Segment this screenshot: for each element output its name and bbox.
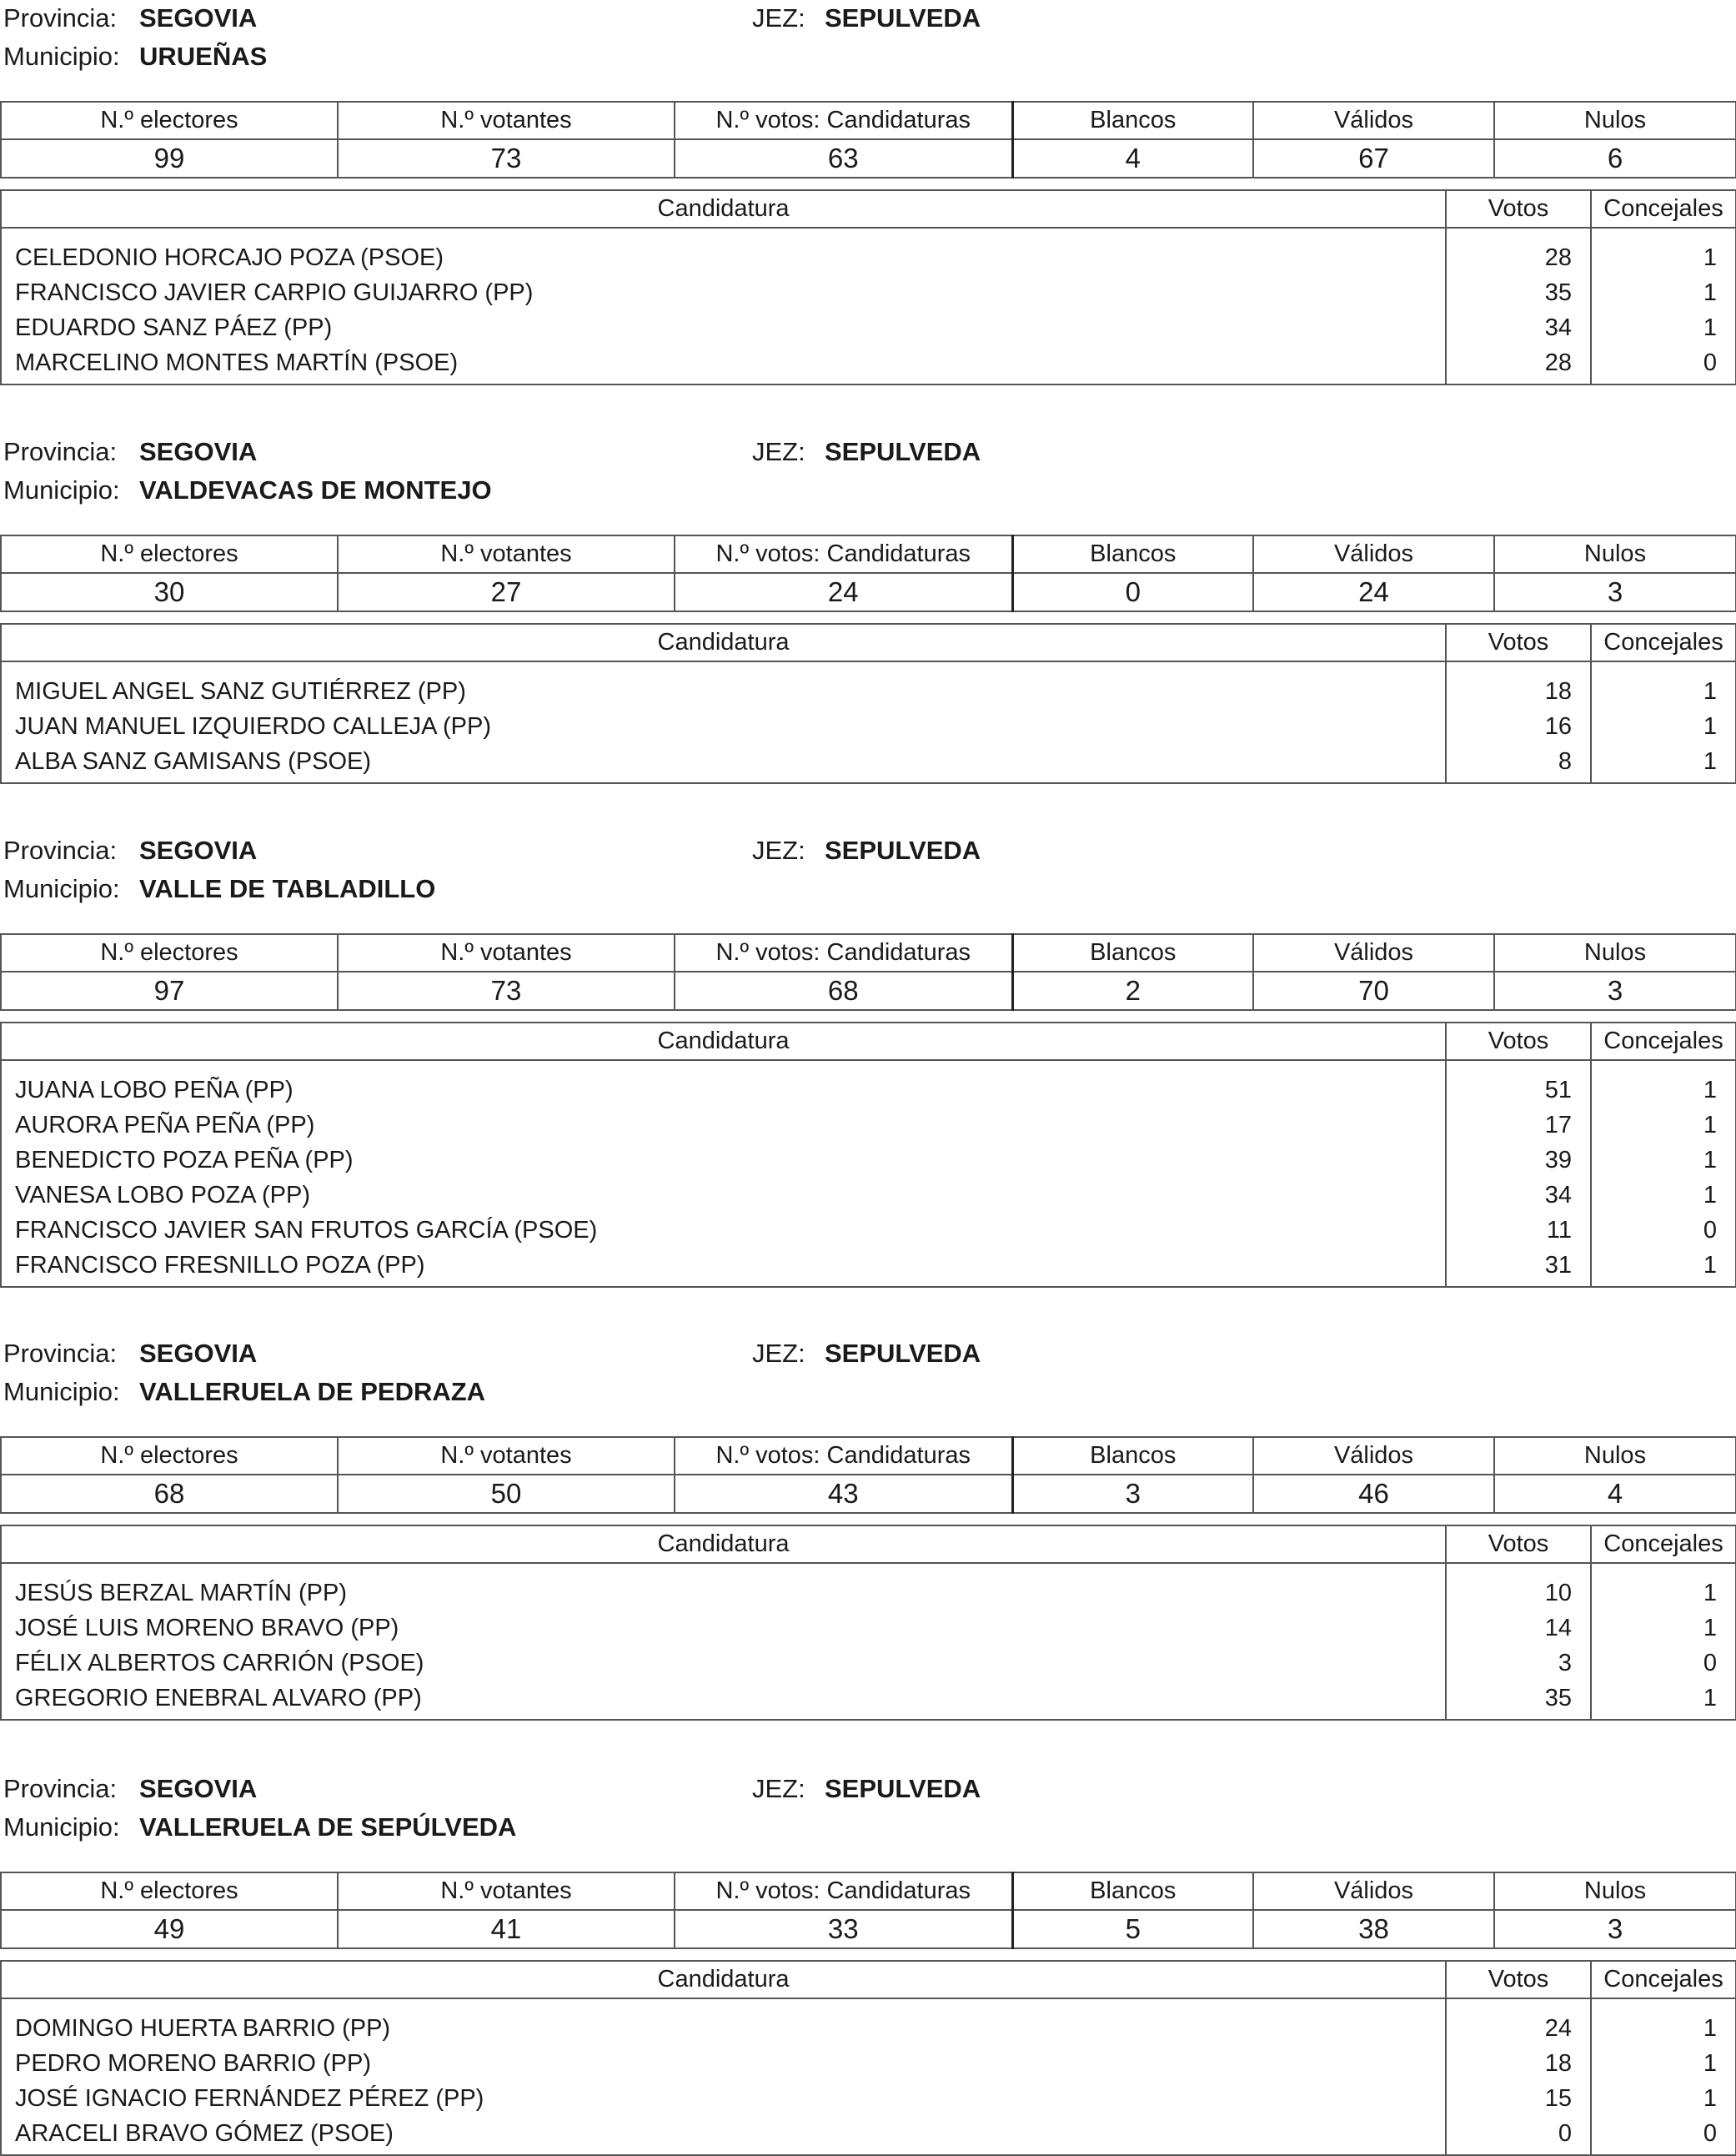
candidate-name: CELEDONIO HORCAJO POZA (PSOE) <box>1 228 1446 275</box>
electores-header: N.º electores <box>1 102 338 139</box>
candidates-header-row <box>1 624 1736 661</box>
concejales-header: Concejales <box>1591 624 1736 661</box>
electores-value: 97 <box>1 972 338 1010</box>
municipio-label: Municipio: <box>3 1812 120 1842</box>
candidate-name: MIGUEL ANGEL SANZ GUTIÉRREZ (PP) <box>1 661 1446 709</box>
candidate-votos: 34 <box>1446 310 1591 345</box>
votantes-header: N.º votantes <box>338 1872 675 1910</box>
jez-value: SEPULVEDA <box>825 1339 981 1368</box>
candidates-table <box>0 623 1736 784</box>
nulos-value: 3 <box>1494 1910 1736 1948</box>
votantes-header: N.º votantes <box>338 535 675 573</box>
candidates-header-row <box>1 1961 1736 1998</box>
candidate-votos: 11 <box>1446 1213 1591 1248</box>
blancos-header: Blancos <box>1012 102 1253 139</box>
blancos-value: 0 <box>1012 573 1253 611</box>
provincia-value: SEGOVIA <box>139 1774 258 1803</box>
candidate-concejales: 1 <box>1591 709 1736 744</box>
candidates-table <box>0 1525 1736 1721</box>
validos-value: 67 <box>1253 139 1494 178</box>
provincia-label: Provincia: <box>3 3 118 33</box>
votos-candidaturas-header: N.º votos: Candidaturas <box>675 934 1012 972</box>
candidate-row <box>1 1563 1736 1611</box>
jez-value: SEPULVEDA <box>825 437 981 466</box>
validos-header: Válidos <box>1253 1437 1494 1475</box>
jez-label: JEZ: <box>752 1339 805 1368</box>
electores-header: N.º electores <box>1 535 338 573</box>
candidate-name: DOMINGO HUERTA BARRIO (PP) <box>1 1998 1446 2046</box>
candidate-row <box>1 1178 1736 1213</box>
candidate-name: BENEDICTO POZA PEÑA (PP) <box>1 1143 1446 1178</box>
candidate-votos: 18 <box>1446 661 1591 709</box>
provincia-value: SEGOVIA <box>139 836 258 865</box>
municipio-label: Municipio: <box>3 1377 120 1406</box>
votos-header: Votos <box>1446 624 1591 661</box>
candidate-name: MARCELINO MONTES MARTÍN (PSOE) <box>1 345 1446 384</box>
candidate-votos: 51 <box>1446 1060 1591 1108</box>
municipio-value: URUEÑAS <box>139 42 268 71</box>
votos-candidaturas-header: N.º votos: Candidaturas <box>675 102 1012 139</box>
candidate-votos: 31 <box>1446 1248 1591 1287</box>
candidate-name: GREGORIO ENEBRAL ALVARO (PP) <box>1 1681 1446 1720</box>
nulos-value: 3 <box>1494 972 1736 1010</box>
candidate-name: FRANCISCO JAVIER CARPIO GUIJARRO (PP) <box>1 275 1446 310</box>
votos-candidaturas-header: N.º votos: Candidaturas <box>675 1437 1012 1475</box>
candidate-name: EDUARDO SANZ PÁEZ (PP) <box>1 310 1446 345</box>
votantes-value: 41 <box>338 1910 675 1948</box>
electores-header: N.º electores <box>1 934 338 972</box>
candidate-votos: 10 <box>1446 1563 1591 1611</box>
votos-header: Votos <box>1446 1023 1591 1060</box>
municipio-label: Municipio: <box>3 475 120 505</box>
candidate-concejales: 1 <box>1591 1178 1736 1213</box>
candidate-row <box>1 709 1736 744</box>
concejales-header: Concejales <box>1591 190 1736 228</box>
candidate-votos: 14 <box>1446 1611 1591 1646</box>
candidate-concejales: 0 <box>1591 2116 1736 2155</box>
candidates-header-row <box>1 190 1736 228</box>
nulos-header: Nulos <box>1494 102 1736 139</box>
nulos-value: 4 <box>1494 1475 1736 1513</box>
candidate-concejales: 1 <box>1591 1998 1736 2046</box>
votos-header: Votos <box>1446 190 1591 228</box>
summary-header-row <box>1 102 1736 139</box>
votos-candidaturas-value: 68 <box>675 972 1012 1010</box>
candidatura-header: Candidatura <box>1 190 1446 228</box>
concejales-header: Concejales <box>1591 1023 1736 1060</box>
municipio-value: VALDEVACAS DE MONTEJO <box>139 475 492 505</box>
candidate-concejales: 0 <box>1591 1213 1736 1248</box>
candidate-concejales: 1 <box>1591 228 1736 275</box>
municipio-value: VALLERUELA DE PEDRAZA <box>139 1377 486 1406</box>
provincia-value: SEGOVIA <box>139 3 258 33</box>
summary-header-row <box>1 1437 1736 1475</box>
validos-value: 70 <box>1253 972 1494 1010</box>
candidate-concejales: 1 <box>1591 1611 1736 1646</box>
validos-value: 46 <box>1253 1475 1494 1513</box>
votos-candidaturas-value: 33 <box>675 1910 1012 1948</box>
votantes-value: 27 <box>338 573 675 611</box>
votos-candidaturas-value: 24 <box>675 573 1012 611</box>
electores-header: N.º electores <box>1 1437 338 1475</box>
jez-label: JEZ: <box>752 1774 805 1803</box>
votantes-value: 73 <box>338 139 675 178</box>
electores-header: N.º electores <box>1 1872 338 1910</box>
candidate-votos: 18 <box>1446 2046 1591 2081</box>
concejales-header: Concejales <box>1591 1525 1736 1563</box>
candidatura-header: Candidatura <box>1 1961 1446 1998</box>
candidate-concejales: 0 <box>1591 1646 1736 1681</box>
nulos-value: 3 <box>1494 573 1736 611</box>
candidate-row <box>1 2081 1736 2116</box>
candidates-header-row <box>1 1525 1736 1563</box>
candidate-votos: 35 <box>1446 1681 1591 1720</box>
candidate-concejales: 1 <box>1591 1248 1736 1287</box>
nulos-header: Nulos <box>1494 1872 1736 1910</box>
candidate-votos: 28 <box>1446 228 1591 275</box>
municipio-label: Municipio: <box>3 874 120 903</box>
candidatura-header: Candidatura <box>1 624 1446 661</box>
municipio-value: VALLE DE TABLADILLO <box>139 874 436 903</box>
candidate-votos: 39 <box>1446 1143 1591 1178</box>
validos-header: Válidos <box>1253 1872 1494 1910</box>
jez-value: SEPULVEDA <box>825 3 981 33</box>
summary-values-row <box>1 972 1736 1010</box>
candidate-name: ALBA SANZ GAMISANS (PSOE) <box>1 744 1446 783</box>
summary-table <box>0 1872 1736 1949</box>
candidate-votos: 35 <box>1446 275 1591 310</box>
summary-table <box>0 535 1736 612</box>
validos-header: Válidos <box>1253 934 1494 972</box>
candidate-name: JOSÉ LUIS MORENO BRAVO (PP) <box>1 1611 1446 1646</box>
candidate-name: FRANCISCO JAVIER SAN FRUTOS GARCÍA (PSOE) <box>1 1213 1446 1248</box>
nulos-header: Nulos <box>1494 1437 1736 1475</box>
candidate-name: JUAN MANUEL IZQUIERDO CALLEJA (PP) <box>1 709 1446 744</box>
summary-header-row <box>1 535 1736 573</box>
validos-value: 24 <box>1253 573 1494 611</box>
candidate-row <box>1 345 1736 384</box>
jez-value: SEPULVEDA <box>825 1774 981 1803</box>
candidate-votos: 16 <box>1446 709 1591 744</box>
candidate-row <box>1 275 1736 310</box>
candidate-row <box>1 1060 1736 1108</box>
candidate-row <box>1 228 1736 275</box>
summary-values-row <box>1 573 1736 611</box>
candidate-name: JOSÉ IGNACIO FERNÁNDEZ PÉREZ (PP) <box>1 2081 1446 2116</box>
validos-value: 38 <box>1253 1910 1494 1948</box>
candidate-row <box>1 1998 1736 2046</box>
votos-candidaturas-value: 63 <box>675 139 1012 178</box>
candidates-table <box>0 1960 1736 2156</box>
jez-value: SEPULVEDA <box>825 836 981 865</box>
candidate-concejales: 1 <box>1591 1108 1736 1143</box>
votos-header: Votos <box>1446 1961 1591 1998</box>
candidates-table <box>0 189 1736 385</box>
blancos-value: 4 <box>1012 139 1253 178</box>
candidate-concejales: 1 <box>1591 310 1736 345</box>
summary-table <box>0 1436 1736 1514</box>
electores-value: 68 <box>1 1475 338 1513</box>
provincia-label: Provincia: <box>3 1774 118 1803</box>
candidate-row <box>1 2046 1736 2081</box>
blancos-header: Blancos <box>1012 934 1253 972</box>
candidate-row <box>1 310 1736 345</box>
votantes-header: N.º votantes <box>338 934 675 972</box>
summary-values-row <box>1 1910 1736 1948</box>
candidate-name: VANESA LOBO POZA (PP) <box>1 1178 1446 1213</box>
candidate-row <box>1 744 1736 783</box>
candidate-votos: 0 <box>1446 2116 1591 2155</box>
votos-header: Votos <box>1446 1525 1591 1563</box>
candidate-votos: 28 <box>1446 345 1591 384</box>
blancos-header: Blancos <box>1012 1872 1253 1910</box>
votos-candidaturas-header: N.º votos: Candidaturas <box>675 1872 1012 1910</box>
candidate-row <box>1 661 1736 709</box>
concejales-header: Concejales <box>1591 1961 1736 1998</box>
jez-label: JEZ: <box>752 836 805 865</box>
candidate-row <box>1 1143 1736 1178</box>
votantes-header: N.º votantes <box>338 1437 675 1475</box>
candidate-row <box>1 1611 1736 1646</box>
votantes-value: 50 <box>338 1475 675 1513</box>
votos-candidaturas-value: 43 <box>675 1475 1012 1513</box>
electores-value: 49 <box>1 1910 338 1948</box>
candidate-votos: 34 <box>1446 1178 1591 1213</box>
candidatura-header: Candidatura <box>1 1023 1446 1060</box>
candidate-row <box>1 1248 1736 1287</box>
candidates-header-row <box>1 1023 1736 1060</box>
candidate-concejales: 1 <box>1591 275 1736 310</box>
electores-value: 99 <box>1 139 338 178</box>
candidate-votos: 3 <box>1446 1646 1591 1681</box>
summary-values-row <box>1 139 1736 178</box>
candidate-name: AURORA PEÑA PEÑA (PP) <box>1 1108 1446 1143</box>
candidate-concejales: 1 <box>1591 661 1736 709</box>
candidate-concejales: 1 <box>1591 2081 1736 2116</box>
candidate-name: JUANA LOBO PEÑA (PP) <box>1 1060 1446 1108</box>
blancos-header: Blancos <box>1012 1437 1253 1475</box>
validos-header: Válidos <box>1253 102 1494 139</box>
candidate-name: FÉLIX ALBERTOS CARRIÓN (PSOE) <box>1 1646 1446 1681</box>
candidate-row <box>1 1681 1736 1720</box>
candidate-concejales: 0 <box>1591 345 1736 384</box>
candidate-votos: 24 <box>1446 1998 1591 2046</box>
provincia-label: Provincia: <box>3 437 118 466</box>
candidatura-header: Candidatura <box>1 1525 1446 1563</box>
blancos-header: Blancos <box>1012 535 1253 573</box>
candidate-concejales: 1 <box>1591 1681 1736 1720</box>
summary-header-row <box>1 1872 1736 1910</box>
summary-table <box>0 101 1736 178</box>
candidate-row <box>1 1108 1736 1143</box>
blancos-value: 3 <box>1012 1475 1253 1513</box>
candidate-concejales: 1 <box>1591 744 1736 783</box>
electores-value: 30 <box>1 573 338 611</box>
jez-label: JEZ: <box>752 437 805 466</box>
provincia-label: Provincia: <box>3 836 118 865</box>
candidate-name: PEDRO MORENO BARRIO (PP) <box>1 2046 1446 2081</box>
candidate-votos: 17 <box>1446 1108 1591 1143</box>
summary-header-row <box>1 934 1736 972</box>
summary-table <box>0 933 1736 1011</box>
candidate-concejales: 1 <box>1591 1563 1736 1611</box>
candidate-name: JESÚS BERZAL MARTÍN (PP) <box>1 1563 1446 1611</box>
provincia-value: SEGOVIA <box>139 437 258 466</box>
votos-candidaturas-header: N.º votos: Candidaturas <box>675 535 1012 573</box>
candidate-name: ARACELI BRAVO GÓMEZ (PSOE) <box>1 2116 1446 2155</box>
candidate-concejales: 1 <box>1591 2046 1736 2081</box>
candidate-votos: 15 <box>1446 2081 1591 2116</box>
summary-values-row <box>1 1475 1736 1513</box>
candidate-votos: 8 <box>1446 744 1591 783</box>
nulos-header: Nulos <box>1494 535 1736 573</box>
nulos-header: Nulos <box>1494 934 1736 972</box>
candidate-name: FRANCISCO FRESNILLO POZA (PP) <box>1 1248 1446 1287</box>
municipio-label: Municipio: <box>3 42 120 71</box>
candidates-table <box>0 1022 1736 1288</box>
provincia-value: SEGOVIA <box>139 1339 258 1368</box>
candidate-concejales: 1 <box>1591 1143 1736 1178</box>
candidate-row <box>1 1213 1736 1248</box>
candidate-row <box>1 2116 1736 2155</box>
provincia-label: Provincia: <box>3 1339 118 1368</box>
candidate-row <box>1 1646 1736 1681</box>
candidate-concejales: 1 <box>1591 1060 1736 1108</box>
votantes-value: 73 <box>338 972 675 1010</box>
jez-label: JEZ: <box>752 3 805 33</box>
municipio-value: VALLERUELA DE SEPÚLVEDA <box>139 1812 517 1842</box>
validos-header: Válidos <box>1253 535 1494 573</box>
votantes-header: N.º votantes <box>338 102 675 139</box>
blancos-value: 5 <box>1012 1910 1253 1948</box>
blancos-value: 2 <box>1012 972 1253 1010</box>
nulos-value: 6 <box>1494 139 1736 178</box>
